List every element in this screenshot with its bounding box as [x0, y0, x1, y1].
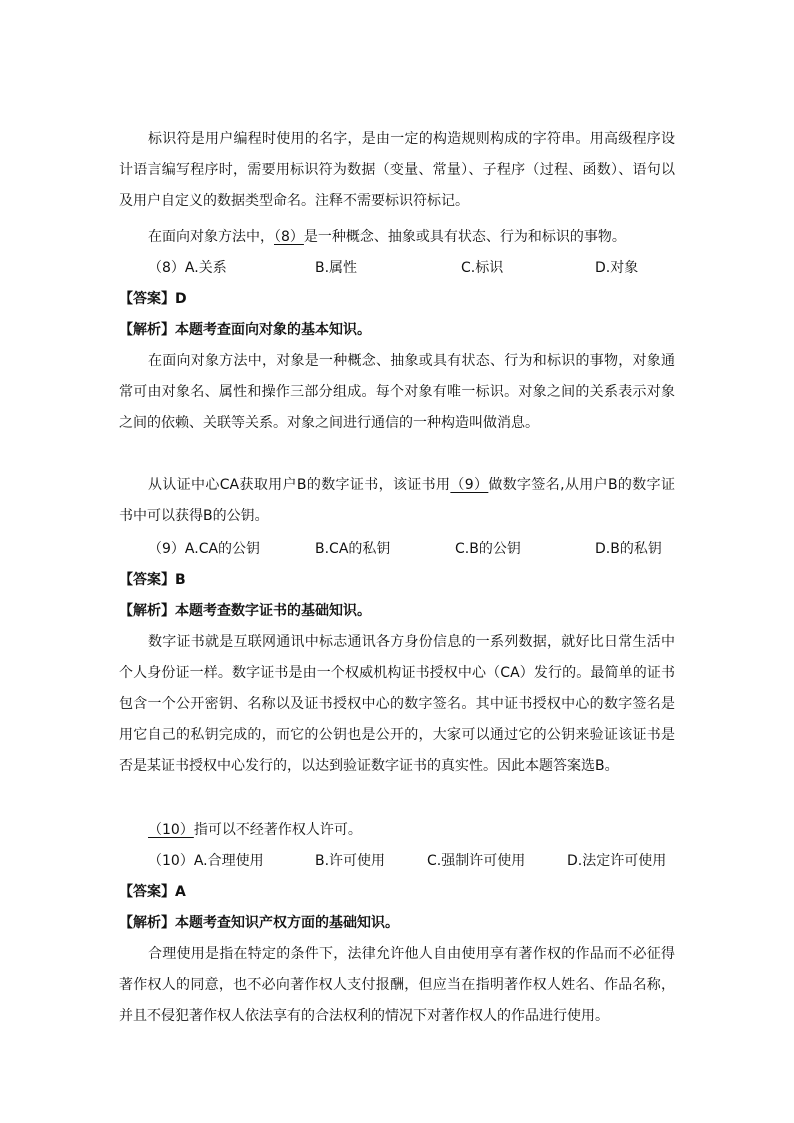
question-8-answer [119, 284, 187, 315]
question-10-stem-after: 指可以不经著作权人许可。 [193, 822, 362, 838]
question-8-options [148, 253, 688, 284]
question-8-stem [148, 222, 626, 253]
question-8-option-c: C.标识 [461, 260, 504, 276]
analysis-label: 【解析】 [119, 915, 175, 931]
answer-value: B [175, 572, 186, 588]
question-9-stem-before: 从认证中心CA获取用户B的数字证书，该证书用 [148, 477, 451, 493]
question-10-option-c: C.强制许可使用 [427, 853, 526, 869]
question-8-option-d: D.对象 [595, 260, 639, 276]
question-8-option-a: （8）A.关系 [148, 260, 227, 276]
question-9-option-d: D.B的私钥 [595, 541, 662, 557]
question-10-analysis-heading [119, 908, 399, 939]
question-9-option-a: （9）A.CA的公钥 [148, 541, 261, 557]
question-10-options [148, 846, 688, 877]
analysis-title: 本题考查知识产权方面的基础知识。 [175, 915, 399, 931]
question-8-analysis-heading [119, 315, 371, 346]
question-10-option-b: B.许可使用 [315, 853, 386, 869]
question-8-stem-before: 在面向对象方法中， [148, 229, 274, 245]
answer-label: 【答案】 [119, 291, 175, 307]
analysis-label: 【解析】 [119, 603, 175, 619]
answer-label: 【答案】 [119, 572, 175, 588]
question-8-option-b: B.属性 [315, 260, 358, 276]
question-9-blank: （9） [450, 477, 489, 493]
question-9-option-b: B.CA的私钥 [315, 541, 391, 557]
analysis-title: 本题考查数字证书的基础知识。 [175, 603, 371, 619]
question-10-analysis-text: 合理使用是指在特定的条件下，法律允许他人自由使用享有著作权的作品而不必征得著作权人的同意，也不必向著作权人支付报酬，但应当在指明著作权人姓名、作品名称，并且不侵犯著作权人依法享有的合法权利的情况下对著作权人的作品进行使用。 [119, 946, 675, 1024]
question-10-stem [148, 815, 362, 846]
question-9-options [148, 534, 688, 565]
analysis-title: 本题考查面向对象的基本知识。 [175, 322, 371, 338]
question-8-blank: （8） [274, 229, 304, 245]
question-9-stem-after: 做数字签名,从用户B的数字证书中可以获得B的公钥。 [119, 477, 675, 524]
question-10-option-a: （10）A.合理使用 [148, 853, 264, 869]
question-9-analysis-text: 数字证书就是互联网通讯中标志通讯各方身份信息的一系列数据，就好比日常生活中个人身份证一样。数字证书是由一个权威机构证书授权中心（CA）发行的。最简单的证书包含一个公开密钥、名称以及证书授权中心的数字签名。其中证书授权中心的数字签名是用它自己的私钥完成的，而它的公钥也是公开的，大家可以通过它的公钥来验证该证书是否是某证书授权中心发行的，以达到验证数字证书的真实性。因此本题答案选B。 [119, 634, 675, 774]
question-8-analysis-text: 在面向对象方法中，对象是一种概念、抽象或具有状态、行为和标识的事物，对象通常可由对象名、属性和操作三部分组成。每个对象有唯一标识。对象之间的关系表示对象之间的依赖、关联等关系。对象之间进行通信的一种构造叫做消息。 [119, 353, 675, 431]
answer-value: D [175, 291, 187, 307]
question-10-answer [119, 877, 186, 908]
analysis-label: 【解析】 [119, 322, 175, 338]
intro-paragraph: 标识符是用户编程时使用的名字，是由一定的构造规则构成的字符串。用高级程序设计语言编写程序时，需要用标识符为数据（变量、常量）、子程序（过程、函数）、语句以及用户自定义的数据类型命名。注释不需要标识符标记。 [119, 131, 675, 209]
question-9-stem [119, 470, 675, 532]
question-10-option-d: D.法定许可使用 [567, 853, 667, 869]
question-9-analysis-heading [119, 596, 371, 627]
question-10-blank: （10） [148, 822, 194, 838]
question-8-stem-after: 是一种概念、抽象或具有状态、行为和标识的事物。 [303, 229, 626, 245]
answer-label: 【答案】 [119, 884, 175, 900]
question-9-answer [119, 565, 186, 596]
answer-value: A [175, 884, 186, 900]
question-9-option-c: C.B的公钥 [455, 541, 521, 557]
